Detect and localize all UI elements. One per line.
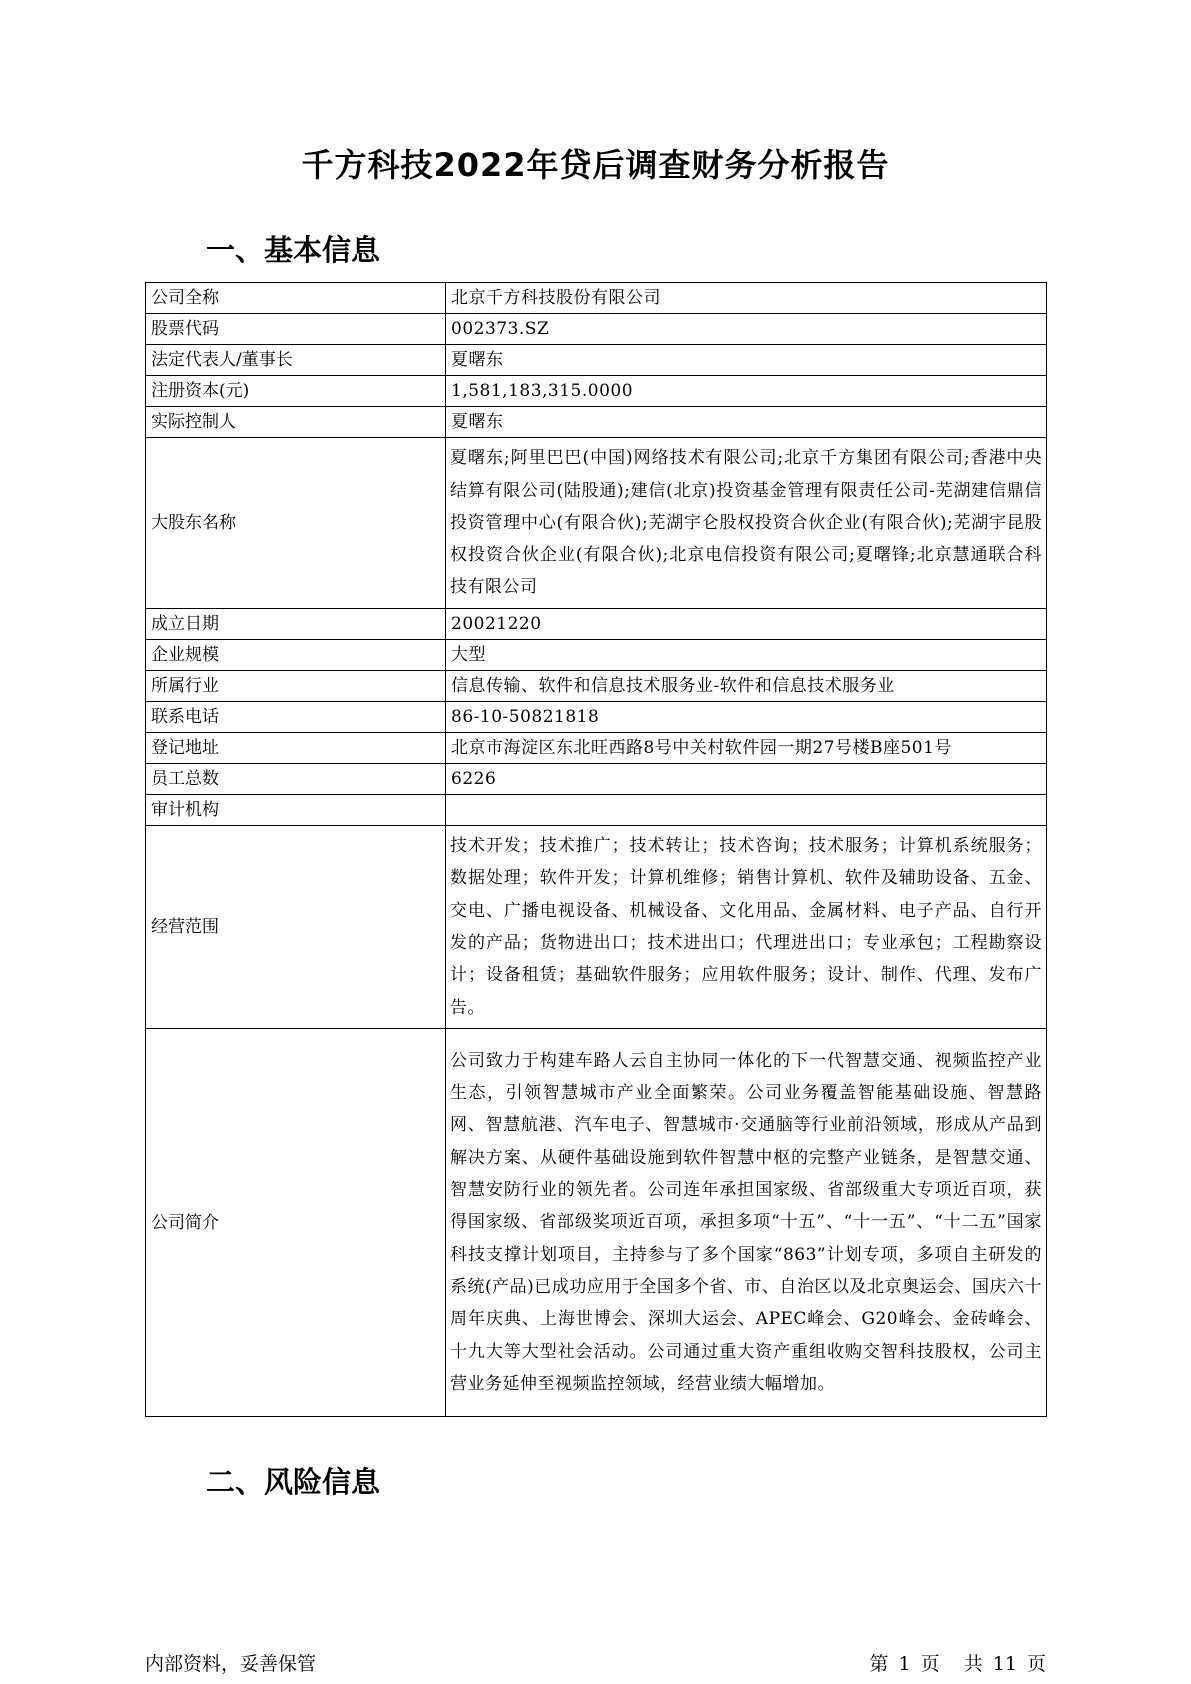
table-row [146, 764, 1047, 795]
row-label: 实际控制人 [146, 407, 446, 438]
page-total: 11 [992, 1653, 1017, 1675]
row-value: 86-10-50821818 [446, 702, 1047, 733]
footer-confidential-note: 内部资料，妥善保管 [145, 1653, 317, 1675]
page-unit: 页 [920, 1653, 940, 1675]
table-row [146, 671, 1047, 702]
row-value: 大型 [446, 640, 1047, 671]
row-label: 大股东名称 [146, 438, 446, 609]
row-value: 1,581,183,315.0000 [446, 376, 1047, 407]
page-prefix: 第 [869, 1653, 889, 1675]
table-row [146, 345, 1047, 376]
row-label: 所属行业 [146, 671, 446, 702]
row-label: 登记地址 [146, 733, 446, 764]
row-value: 北京市海淀区东北旺西路8号中关村软件园一期27号楼B座501号 [446, 733, 1047, 764]
total-prefix: 共 [963, 1653, 983, 1675]
row-value: 夏曙东;阿里巴巴(中国)网络技术有限公司;北京千方集团有限公司;香港中央结算有限公司(陆股通);建信(北京)投资基金管理有限责任公司-芜湖建信鼎信投资管理中心(有限合伙);芜湖宇仑股权投资合伙企业(有限合伙);芜湖宇昆股权投资合伙企业(有限合伙);北京电信投资有限公司;夏曙锋;北京慧通联合科技有限公司 [446, 438, 1047, 609]
table-row [146, 438, 1047, 609]
table-row [146, 702, 1047, 733]
table-row [146, 826, 1047, 1029]
row-label: 公司简介 [146, 1029, 446, 1417]
table-row [146, 733, 1047, 764]
row-label: 成立日期 [146, 609, 446, 640]
row-value: 技术开发；技术推广；技术转让；技术咨询；技术服务；计算机系统服务；数据处理；软件开发；计算机维修；销售计算机、软件及辅助设备、五金、交电、广播电视设备、机械设备、文化用品、金属材料、电子产品、自行开发的产品；货物进出口；技术进出口；代理进出口；专业承包；工程勘察设计；设备租赁；基础软件服务；应用软件服务；设计、制作、代理、发布广告。 [446, 826, 1047, 1029]
row-label: 企业规模 [146, 640, 446, 671]
row-value: 夏曙东 [446, 345, 1047, 376]
row-value [446, 795, 1047, 826]
page-number: 1 [898, 1653, 911, 1675]
table-row [146, 609, 1047, 640]
row-label: 审计机构 [146, 795, 446, 826]
row-label: 公司全称 [146, 283, 446, 314]
table-row [146, 1029, 1047, 1417]
row-label: 注册资本(元) [146, 376, 446, 407]
row-value: 6226 [446, 764, 1047, 795]
table-row [146, 795, 1047, 826]
row-label: 联系电话 [146, 702, 446, 733]
row-value: 公司致力于构建车路人云自主协同一体化的下一代智慧交通、视频监控产业生态，引领智慧城市产业全面繁荣。公司业务覆盖智能基础设施、智慧路网、智慧航港、汽车电子、智慧城市·交通脑等行业前沿领域，形成从产品到解决方案、从硬件基础设施到软件智慧中枢的完整产业链条，是智慧交通、智慧安防行业的领先者。公司连年承担国家级、省部级重大专项近百项，获得国家级、省部级奖项近百项，承担多项“十五”、“十一五”、“十二五”国家科技支撑计划项目，主持参与了多个国家“863”计划专项，多项自主研发的系统(产品)已成功应用于全国多个省、市、自治区以及北京奥运会、国庆六十周年庆典、上海世博会、深圳大运会、APEC峰会、G20峰会、金砖峰会、十九大等大型社会活动。公司通过重大资产重组收购交智科技股权，公司主营业务延伸至视频监控领域，经营业绩大幅增加。 [446, 1029, 1047, 1417]
row-label: 法定代表人/董事长 [146, 345, 446, 376]
row-label: 股票代码 [146, 314, 446, 345]
document-title: 千方科技2022年贷后调查财务分析报告 [301, 146, 890, 184]
row-value: 夏曙东 [446, 407, 1047, 438]
section-heading-basic-info: 一、基本信息 [206, 233, 381, 267]
total-unit: 页 [1026, 1653, 1046, 1675]
table-row [146, 407, 1047, 438]
footer-page-indicator [865, 1649, 1046, 1676]
row-label: 员工总数 [146, 764, 446, 795]
table-row [146, 283, 1047, 314]
row-value: 北京千方科技股份有限公司 [446, 283, 1047, 314]
row-value: 信息传输、软件和信息技术服务业-软件和信息技术服务业 [446, 671, 1047, 702]
row-value: 20021220 [446, 609, 1047, 640]
basic-info-table [145, 282, 1047, 1417]
table-row [146, 640, 1047, 671]
table-row [146, 314, 1047, 345]
section-heading-risk-info: 二、风险信息 [206, 1465, 381, 1499]
row-value: 002373.SZ [446, 314, 1047, 345]
table-row [146, 376, 1047, 407]
row-label: 经营范围 [146, 826, 446, 1029]
